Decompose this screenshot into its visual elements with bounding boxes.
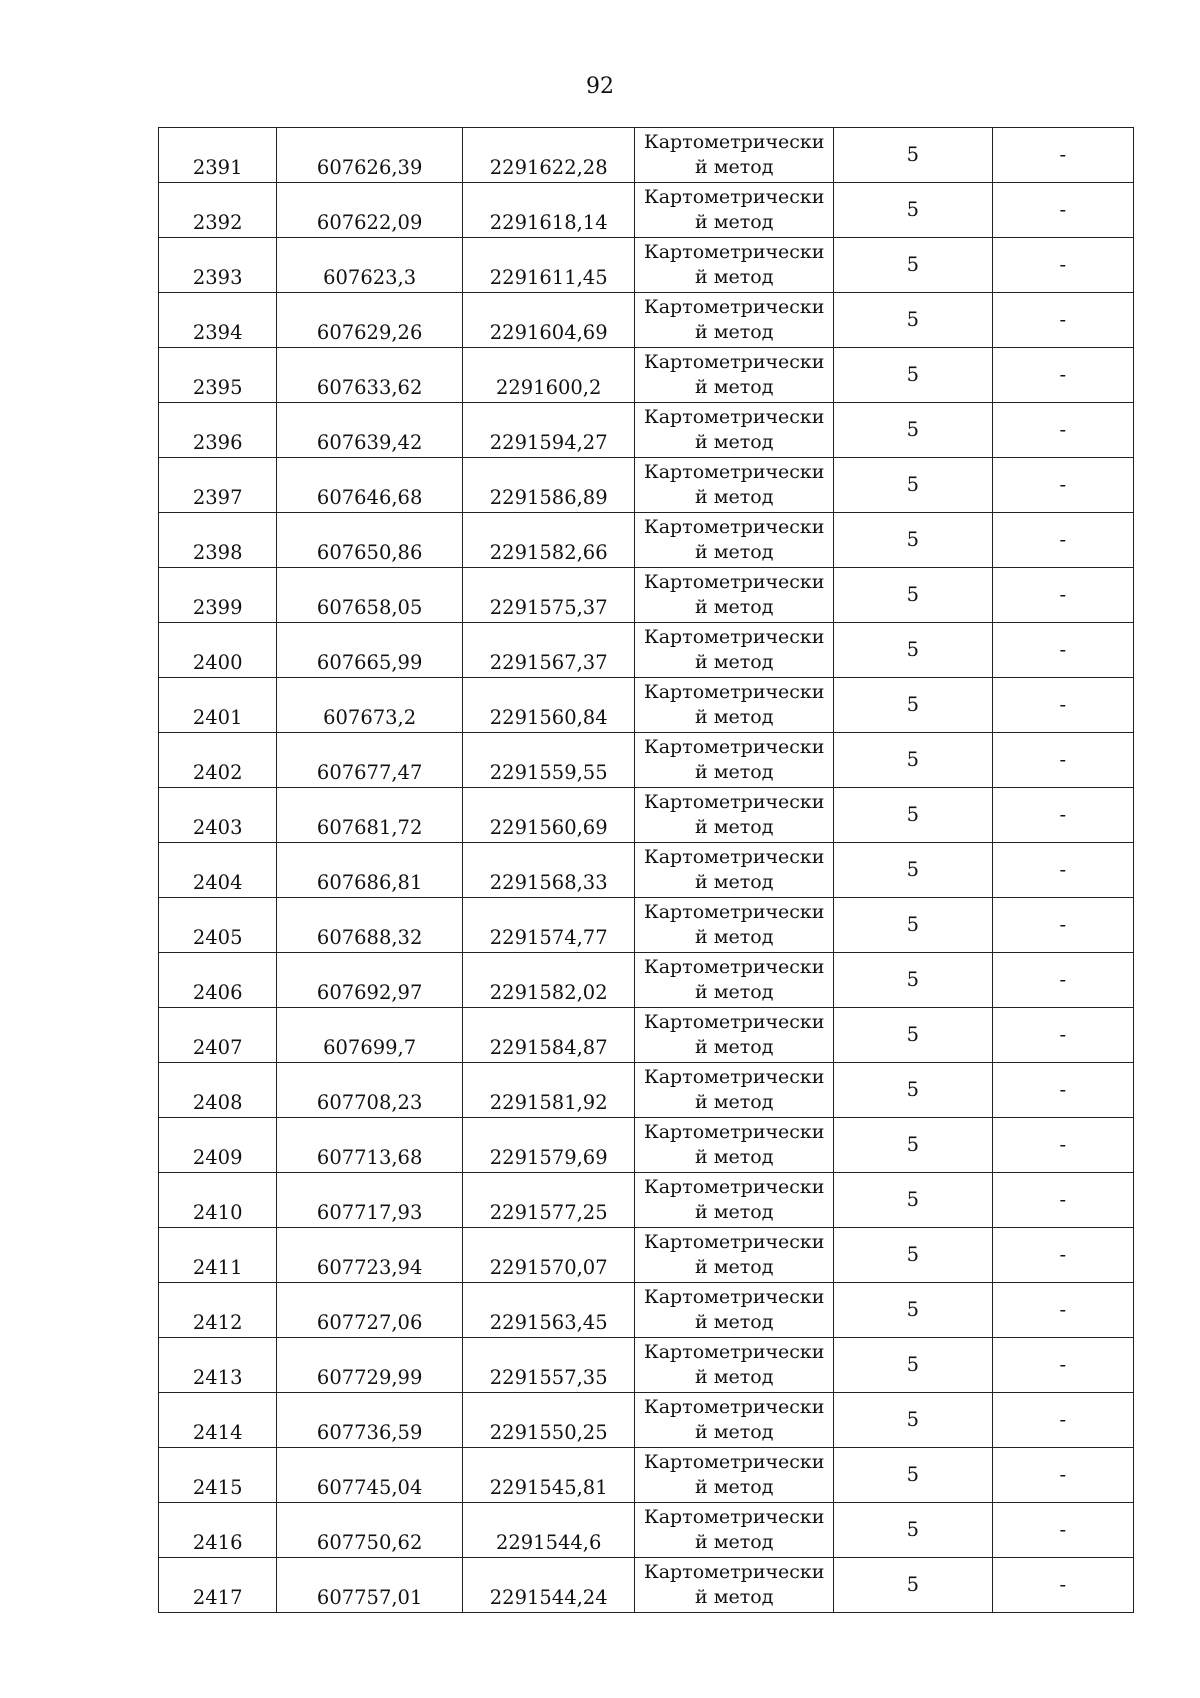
accuracy-cell: 5 (834, 238, 992, 293)
method-line-1: Картометрически (643, 1176, 825, 1198)
y-coordinate-cell: 2291544,24 (462, 1558, 635, 1613)
table-row (159, 1448, 1134, 1503)
table-row (159, 898, 1134, 953)
description-cell: - (992, 238, 1133, 293)
x-coordinate-cell: 607757,01 (277, 1558, 463, 1613)
accuracy-cell: 5 (834, 1503, 992, 1558)
method-cell (635, 788, 834, 843)
y-coordinate-cell: 2291568,33 (462, 843, 635, 898)
x-coordinate-cell: 607633,62 (277, 348, 463, 403)
x-coordinate-cell: 607681,72 (277, 788, 463, 843)
x-coordinate-cell: 607623,3 (277, 238, 463, 293)
point-number-cell: 2396 (159, 403, 277, 458)
method-line-2: й метод (695, 1476, 774, 1498)
accuracy-cell: 5 (834, 1338, 992, 1393)
table-row (159, 1393, 1134, 1448)
y-coordinate-cell: 2291586,89 (462, 458, 635, 513)
accuracy-cell: 5 (834, 1118, 992, 1173)
x-coordinate-cell: 607639,42 (277, 403, 463, 458)
description-cell: - (992, 458, 1133, 513)
description-cell: - (992, 1503, 1133, 1558)
description-cell: - (992, 1448, 1133, 1503)
method-line-1: Картометрически (643, 296, 825, 318)
method-cell (635, 1448, 834, 1503)
x-coordinate-cell: 607736,59 (277, 1393, 463, 1448)
method-cell (635, 128, 834, 183)
method-cell (635, 293, 834, 348)
accuracy-cell: 5 (834, 898, 992, 953)
method-line-1: Картометрически (643, 901, 825, 923)
method-line-2: й метод (695, 156, 774, 178)
point-number-cell: 2392 (159, 183, 277, 238)
point-number-cell: 2391 (159, 128, 277, 183)
method-line-2: й метод (695, 266, 774, 288)
x-coordinate-cell: 607745,04 (277, 1448, 463, 1503)
x-coordinate-cell: 607665,99 (277, 623, 463, 678)
method-line-2: й метод (695, 816, 774, 838)
y-coordinate-cell: 2291570,07 (462, 1228, 635, 1283)
method-line-2: й метод (695, 1586, 774, 1608)
method-line-1: Картометрически (643, 736, 825, 758)
x-coordinate-cell: 607622,09 (277, 183, 463, 238)
accuracy-cell: 5 (834, 843, 992, 898)
table-row (159, 1503, 1134, 1558)
method-cell (635, 1503, 834, 1558)
method-line-2: й метод (695, 651, 774, 673)
method-cell (635, 1173, 834, 1228)
point-number-cell: 2409 (159, 1118, 277, 1173)
method-line-2: й метод (695, 1311, 774, 1333)
accuracy-cell: 5 (834, 128, 992, 183)
method-cell (635, 1338, 834, 1393)
description-cell: - (992, 623, 1133, 678)
y-coordinate-cell: 2291563,45 (462, 1283, 635, 1338)
accuracy-cell: 5 (834, 183, 992, 238)
y-coordinate-cell: 2291545,81 (462, 1448, 635, 1503)
description-cell: - (992, 733, 1133, 788)
method-line-2: й метод (695, 541, 774, 563)
method-cell (635, 1118, 834, 1173)
accuracy-cell: 5 (834, 458, 992, 513)
table-row (159, 1118, 1134, 1173)
table-row (159, 678, 1134, 733)
method-cell (635, 183, 834, 238)
y-coordinate-cell: 2291557,35 (462, 1338, 635, 1393)
method-line-1: Картометрически (643, 791, 825, 813)
method-line-1: Картометрически (643, 1561, 825, 1583)
y-coordinate-cell: 2291581,92 (462, 1063, 635, 1118)
description-cell: - (992, 843, 1133, 898)
method-line-2: й метод (695, 761, 774, 783)
y-coordinate-cell: 2291559,55 (462, 733, 635, 788)
method-cell (635, 238, 834, 293)
description-cell: - (992, 513, 1133, 568)
method-line-1: Картометрически (643, 1066, 825, 1088)
x-coordinate-cell: 607677,47 (277, 733, 463, 788)
y-coordinate-cell: 2291579,69 (462, 1118, 635, 1173)
table-row (159, 458, 1134, 513)
point-number-cell: 2405 (159, 898, 277, 953)
y-coordinate-cell: 2291577,25 (462, 1173, 635, 1228)
accuracy-cell: 5 (834, 513, 992, 568)
method-line-2: й метод (695, 1146, 774, 1168)
table-row (159, 788, 1134, 843)
point-number-cell: 2393 (159, 238, 277, 293)
accuracy-cell: 5 (834, 403, 992, 458)
x-coordinate-cell: 607688,32 (277, 898, 463, 953)
accuracy-cell: 5 (834, 1283, 992, 1338)
table-row (159, 1063, 1134, 1118)
x-coordinate-cell: 607723,94 (277, 1228, 463, 1283)
method-cell (635, 843, 834, 898)
method-line-2: й метод (695, 981, 774, 1003)
table-row (159, 238, 1134, 293)
x-coordinate-cell: 607629,26 (277, 293, 463, 348)
table-row (159, 1558, 1134, 1613)
method-line-2: й метод (695, 1201, 774, 1223)
point-number-cell: 2414 (159, 1393, 277, 1448)
description-cell: - (992, 1228, 1133, 1283)
table-row (159, 513, 1134, 568)
method-line-2: й метод (695, 1366, 774, 1388)
point-number-cell: 2397 (159, 458, 277, 513)
method-line-1: Картометрически (643, 1286, 825, 1308)
method-cell (635, 1283, 834, 1338)
y-coordinate-cell: 2291567,37 (462, 623, 635, 678)
x-coordinate-cell: 607750,62 (277, 1503, 463, 1558)
point-number-cell: 2395 (159, 348, 277, 403)
method-line-1: Картометрически (643, 846, 825, 868)
accuracy-cell: 5 (834, 733, 992, 788)
x-coordinate-cell: 607727,06 (277, 1283, 463, 1338)
description-cell: - (992, 568, 1133, 623)
table-row (159, 568, 1134, 623)
point-number-cell: 2412 (159, 1283, 277, 1338)
method-line-1: Картометрически (643, 956, 825, 978)
accuracy-cell: 5 (834, 1448, 992, 1503)
method-cell (635, 513, 834, 568)
table-row (159, 1338, 1134, 1393)
x-coordinate-cell: 607729,99 (277, 1338, 463, 1393)
table-row (159, 348, 1134, 403)
method-line-1: Картометрически (643, 1451, 825, 1473)
method-line-2: й метод (695, 211, 774, 233)
method-cell (635, 458, 834, 513)
method-line-2: й метод (695, 1531, 774, 1553)
table-body (159, 128, 1134, 1613)
point-number-cell: 2403 (159, 788, 277, 843)
y-coordinate-cell: 2291560,69 (462, 788, 635, 843)
method-cell (635, 1228, 834, 1283)
page-number: 92 (586, 74, 614, 99)
method-line-2: й метод (695, 1036, 774, 1058)
method-line-1: Картометрически (643, 1011, 825, 1033)
x-coordinate-cell: 607650,86 (277, 513, 463, 568)
accuracy-cell: 5 (834, 788, 992, 843)
accuracy-cell: 5 (834, 293, 992, 348)
description-cell: - (992, 1063, 1133, 1118)
point-number-cell: 2416 (159, 1503, 277, 1558)
table-row (159, 733, 1134, 788)
description-cell: - (992, 128, 1133, 183)
x-coordinate-cell: 607658,05 (277, 568, 463, 623)
method-line-2: й метод (695, 871, 774, 893)
method-cell (635, 623, 834, 678)
table-row (159, 293, 1134, 348)
accuracy-cell: 5 (834, 1558, 992, 1613)
method-cell (635, 1008, 834, 1063)
description-cell: - (992, 348, 1133, 403)
accuracy-cell: 5 (834, 1008, 992, 1063)
method-line-2: й метод (695, 486, 774, 508)
description-cell: - (992, 953, 1133, 1008)
y-coordinate-cell: 2291604,69 (462, 293, 635, 348)
accuracy-cell: 5 (834, 348, 992, 403)
method-cell (635, 1393, 834, 1448)
description-cell: - (992, 1008, 1133, 1063)
x-coordinate-cell: 607717,93 (277, 1173, 463, 1228)
method-line-2: й метод (695, 1091, 774, 1113)
x-coordinate-cell: 607713,68 (277, 1118, 463, 1173)
point-number-cell: 2398 (159, 513, 277, 568)
method-line-1: Картометрически (643, 241, 825, 263)
description-cell: - (992, 1118, 1133, 1173)
method-line-1: Картометрически (643, 186, 825, 208)
method-line-1: Картометрически (643, 351, 825, 373)
point-number-cell: 2394 (159, 293, 277, 348)
y-coordinate-cell: 2291594,27 (462, 403, 635, 458)
table-row (159, 1008, 1134, 1063)
method-line-2: й метод (695, 706, 774, 728)
point-number-cell: 2408 (159, 1063, 277, 1118)
y-coordinate-cell: 2291611,45 (462, 238, 635, 293)
table-row (159, 1173, 1134, 1228)
y-coordinate-cell: 2291550,25 (462, 1393, 635, 1448)
method-line-1: Картометрически (643, 406, 825, 428)
y-coordinate-cell: 2291544,6 (462, 1503, 635, 1558)
y-coordinate-cell: 2291575,37 (462, 568, 635, 623)
accuracy-cell: 5 (834, 568, 992, 623)
x-coordinate-cell: 607646,68 (277, 458, 463, 513)
method-line-1: Картометрически (643, 461, 825, 483)
accuracy-cell: 5 (834, 1228, 992, 1283)
point-number-cell: 2401 (159, 678, 277, 733)
table-row (159, 843, 1134, 898)
method-line-1: Картометрически (643, 1396, 825, 1418)
description-cell: - (992, 183, 1133, 238)
method-line-1: Картометрически (643, 626, 825, 648)
y-coordinate-cell: 2291560,84 (462, 678, 635, 733)
accuracy-cell: 5 (834, 953, 992, 1008)
point-number-cell: 2402 (159, 733, 277, 788)
accuracy-cell: 5 (834, 623, 992, 678)
description-cell: - (992, 788, 1133, 843)
method-cell (635, 568, 834, 623)
method-line-1: Картометрически (643, 131, 825, 153)
description-cell: - (992, 293, 1133, 348)
table-row (159, 953, 1134, 1008)
point-number-cell: 2417 (159, 1558, 277, 1613)
accuracy-cell: 5 (834, 1063, 992, 1118)
y-coordinate-cell: 2291600,2 (462, 348, 635, 403)
y-coordinate-cell: 2291574,77 (462, 898, 635, 953)
x-coordinate-cell: 607686,81 (277, 843, 463, 898)
description-cell: - (992, 1173, 1133, 1228)
method-cell (635, 953, 834, 1008)
x-coordinate-cell: 607708,23 (277, 1063, 463, 1118)
point-number-cell: 2406 (159, 953, 277, 1008)
table-row (159, 1283, 1134, 1338)
description-cell: - (992, 1338, 1133, 1393)
x-coordinate-cell: 607673,2 (277, 678, 463, 733)
method-line-2: й метод (695, 596, 774, 618)
method-cell (635, 403, 834, 458)
y-coordinate-cell: 2291622,28 (462, 128, 635, 183)
description-cell: - (992, 1558, 1133, 1613)
method-line-2: й метод (695, 1256, 774, 1278)
x-coordinate-cell: 607692,97 (277, 953, 463, 1008)
point-number-cell: 2413 (159, 1338, 277, 1393)
description-cell: - (992, 678, 1133, 733)
point-number-cell: 2407 (159, 1008, 277, 1063)
method-line-2: й метод (695, 926, 774, 948)
method-cell (635, 1063, 834, 1118)
y-coordinate-cell: 2291618,14 (462, 183, 635, 238)
y-coordinate-cell: 2291584,87 (462, 1008, 635, 1063)
method-line-1: Картометрически (643, 516, 825, 538)
point-number-cell: 2410 (159, 1173, 277, 1228)
table-row (159, 403, 1134, 458)
description-cell: - (992, 1283, 1133, 1338)
point-number-cell: 2404 (159, 843, 277, 898)
method-line-1: Картометрически (643, 571, 825, 593)
method-line-2: й метод (695, 321, 774, 343)
point-number-cell: 2415 (159, 1448, 277, 1503)
y-coordinate-cell: 2291582,02 (462, 953, 635, 1008)
table-row (159, 183, 1134, 238)
method-cell (635, 678, 834, 733)
accuracy-cell: 5 (834, 1393, 992, 1448)
coordinates-table (158, 127, 1134, 1613)
accuracy-cell: 5 (834, 1173, 992, 1228)
table-row (159, 623, 1134, 678)
method-line-2: й метод (695, 376, 774, 398)
method-cell (635, 348, 834, 403)
y-coordinate-cell: 2291582,66 (462, 513, 635, 568)
method-cell (635, 733, 834, 788)
point-number-cell: 2411 (159, 1228, 277, 1283)
method-line-1: Картометрически (643, 681, 825, 703)
method-line-1: Картометрически (643, 1231, 825, 1253)
table-row (159, 1228, 1134, 1283)
method-cell (635, 898, 834, 953)
method-line-1: Картометрически (643, 1506, 825, 1528)
point-number-cell: 2400 (159, 623, 277, 678)
description-cell: - (992, 1393, 1133, 1448)
description-cell: - (992, 898, 1133, 953)
method-line-2: й метод (695, 431, 774, 453)
x-coordinate-cell: 607699,7 (277, 1008, 463, 1063)
description-cell: - (992, 403, 1133, 458)
accuracy-cell: 5 (834, 678, 992, 733)
method-cell (635, 1558, 834, 1613)
point-number-cell: 2399 (159, 568, 277, 623)
method-line-1: Картометрически (643, 1341, 825, 1363)
x-coordinate-cell: 607626,39 (277, 128, 463, 183)
table-row (159, 128, 1134, 183)
method-line-2: й метод (695, 1421, 774, 1443)
method-line-1: Картометрически (643, 1121, 825, 1143)
